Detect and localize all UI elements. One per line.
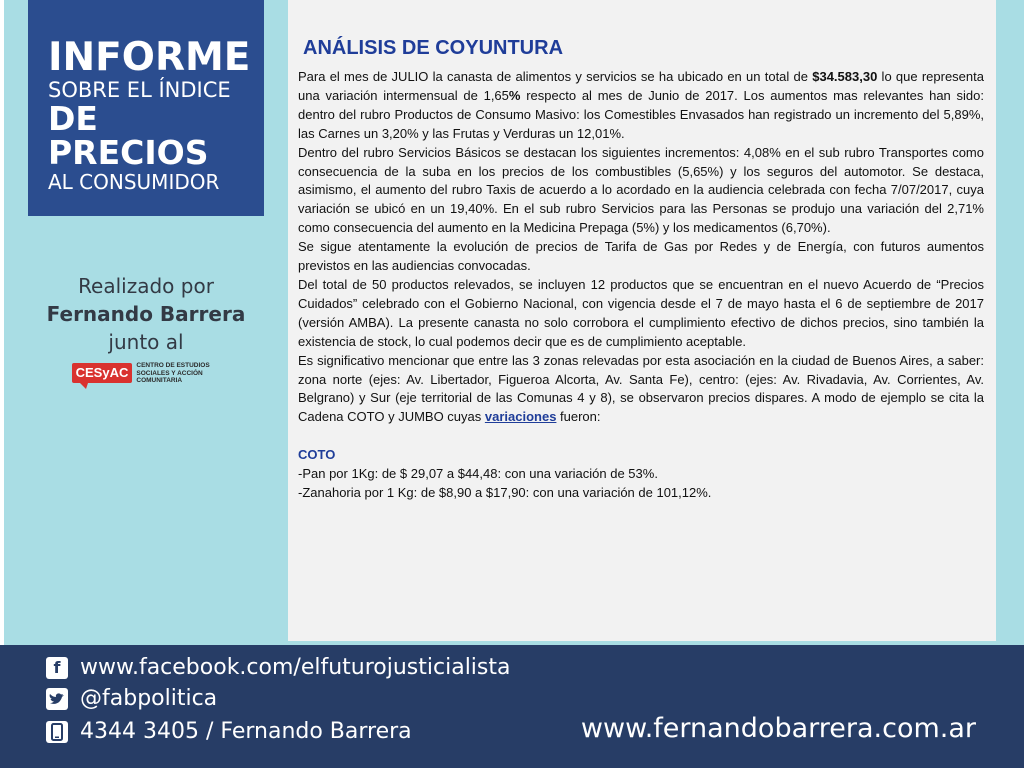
slide-edge [0, 0, 4, 645]
phone-row [46, 719, 412, 745]
p5-text-b: fueron: [556, 409, 601, 425]
coto-heading: COTO [298, 447, 336, 463]
banner-line-2: SOBRE EL ÍNDICE [48, 78, 231, 102]
phone-icon [46, 721, 68, 743]
paragraph-5 [298, 352, 984, 428]
credits-author: Fernando Barrera [46, 302, 246, 326]
analysis-panel [288, 0, 996, 641]
paragraph-1 [298, 68, 984, 144]
cesyac-logo [28, 362, 264, 385]
p1-text-c: respecto al mes de Junio de 2017. Los aumentos mas relevantes han sido: dentro del rubro Productos de Consumo Masivo: los Comestibles Envasados han registrado un incremento del 5,89%, las Carnes un 3,20% y las Frutas y Verduras un 12,01%. [298, 87, 984, 141]
twitter-icon [46, 688, 68, 710]
spacer [298, 427, 984, 446]
banner-line-3: DE PRECIOS [48, 99, 209, 172]
p5-text-a: Es significativo mencionar que entre las 3 zonas relevadas por esta asociación en la ciudad de Buenos Aires, a saber: zona norte (ejes: Av. Libertador, Figueroa Alcorta, Av. Santa Fe), centro: (ejes: Av. Rivadavia, Av. Corrientes, Av. Belgrano) y Sur (eje territorial de las Comunas 4 y 8), se observaron precios dispares. A modo de ejemplo se cita la Cadena COTO y JUMBO cuyas [298, 352, 984, 425]
basket-total: $34.583,30 [812, 69, 878, 84]
facebook-icon: f [46, 657, 68, 679]
p1-percent-sign: % [508, 87, 521, 103]
twitter-row[interactable] [46, 686, 217, 712]
banner-line-4: AL CONSUMIDOR [48, 170, 220, 194]
paragraph-4: Del total de 50 productos relevados, se incluyen 12 productos que se encuentran en el nuevo Acuerdo de “Precios Cuidados” celebrado con el Gobierno Nacional, con vigencia desde el 7 de mayo hasta el 6 de septiembre de 2017 (versión AMBA). La presente canasta no solo corrobora el cumplimiento efectivo de dichos precios, sino también la existencia de stock, lo cual podemos decir que es de cumplimiento aceptable. [298, 276, 984, 349]
credits-block [28, 272, 264, 385]
facebook-url[interactable]: www.facebook.com/elfuturojusticialista [80, 655, 511, 680]
paragraph-2: Dentro del rubro Servicios Básicos se destacan los siguientes incrementos: 4,08% en el sub rubro Transportes como consecuencia de la suba en los precios de los combustibles (5,65%) y los seguros del automotor. Se destaca, asimismo, el aumento del rubro Taxis de acuerdo a lo acordado en la audiencia celebrada con fecha 7/07/2017, cuya variación se ubicó en un 19,40%. En el sub rubro Servicios para las Personas se produjo una variación del 2,71% como consecuencia del aumento en la Medicina Prepaga (5%) y los medicamentos (6,70%). [298, 144, 984, 236]
banner-line-1: INFORME [48, 35, 251, 80]
credits-made-by: Realizado por [78, 274, 214, 298]
coto-item-pan: -Pan por 1Kg: de $ 29,07 a $44,48: con una variación de 53%. [298, 466, 658, 482]
footer [0, 645, 1024, 768]
twitter-handle[interactable]: @fabpolitica [80, 686, 218, 711]
page-title: ANÁLISIS DE COYUNTURA [303, 37, 564, 59]
coto-item-zanahoria: -Zanahoria por 1 Kg: de $8,90 a $17,90: con una variación de 101,12%. [298, 484, 712, 500]
facebook-row[interactable] [46, 655, 511, 681]
website-url[interactable]: www.fernandobarrera.com.ar [580, 713, 976, 744]
report-banner [28, 0, 264, 216]
variaciones-link[interactable]: variaciones [484, 409, 557, 425]
cesyac-org-name: CENTRO DE ESTUDIOS SOCIALES Y ACCIÓN COMUNITARIA [136, 362, 210, 384]
p1-text-a: Para el mes de JULIO la canasta de alimentos y servicios se ha ubicado en un total de [298, 69, 813, 84]
credits-along-with: junto al [108, 330, 184, 354]
p1-text-b: lo que representa una variación intermensual de 1,65 [298, 69, 984, 103]
paragraph-3: Se sigue atentamente la evolución de precios de Tarifa de Gas por Redes y de Energía, con futuros aumentos previstos en las audiencias convocadas. [298, 239, 984, 274]
cesyac-badge: CESyAC [72, 363, 133, 383]
phone-number: 4344 3405 / Fernando Barrera [80, 719, 412, 744]
